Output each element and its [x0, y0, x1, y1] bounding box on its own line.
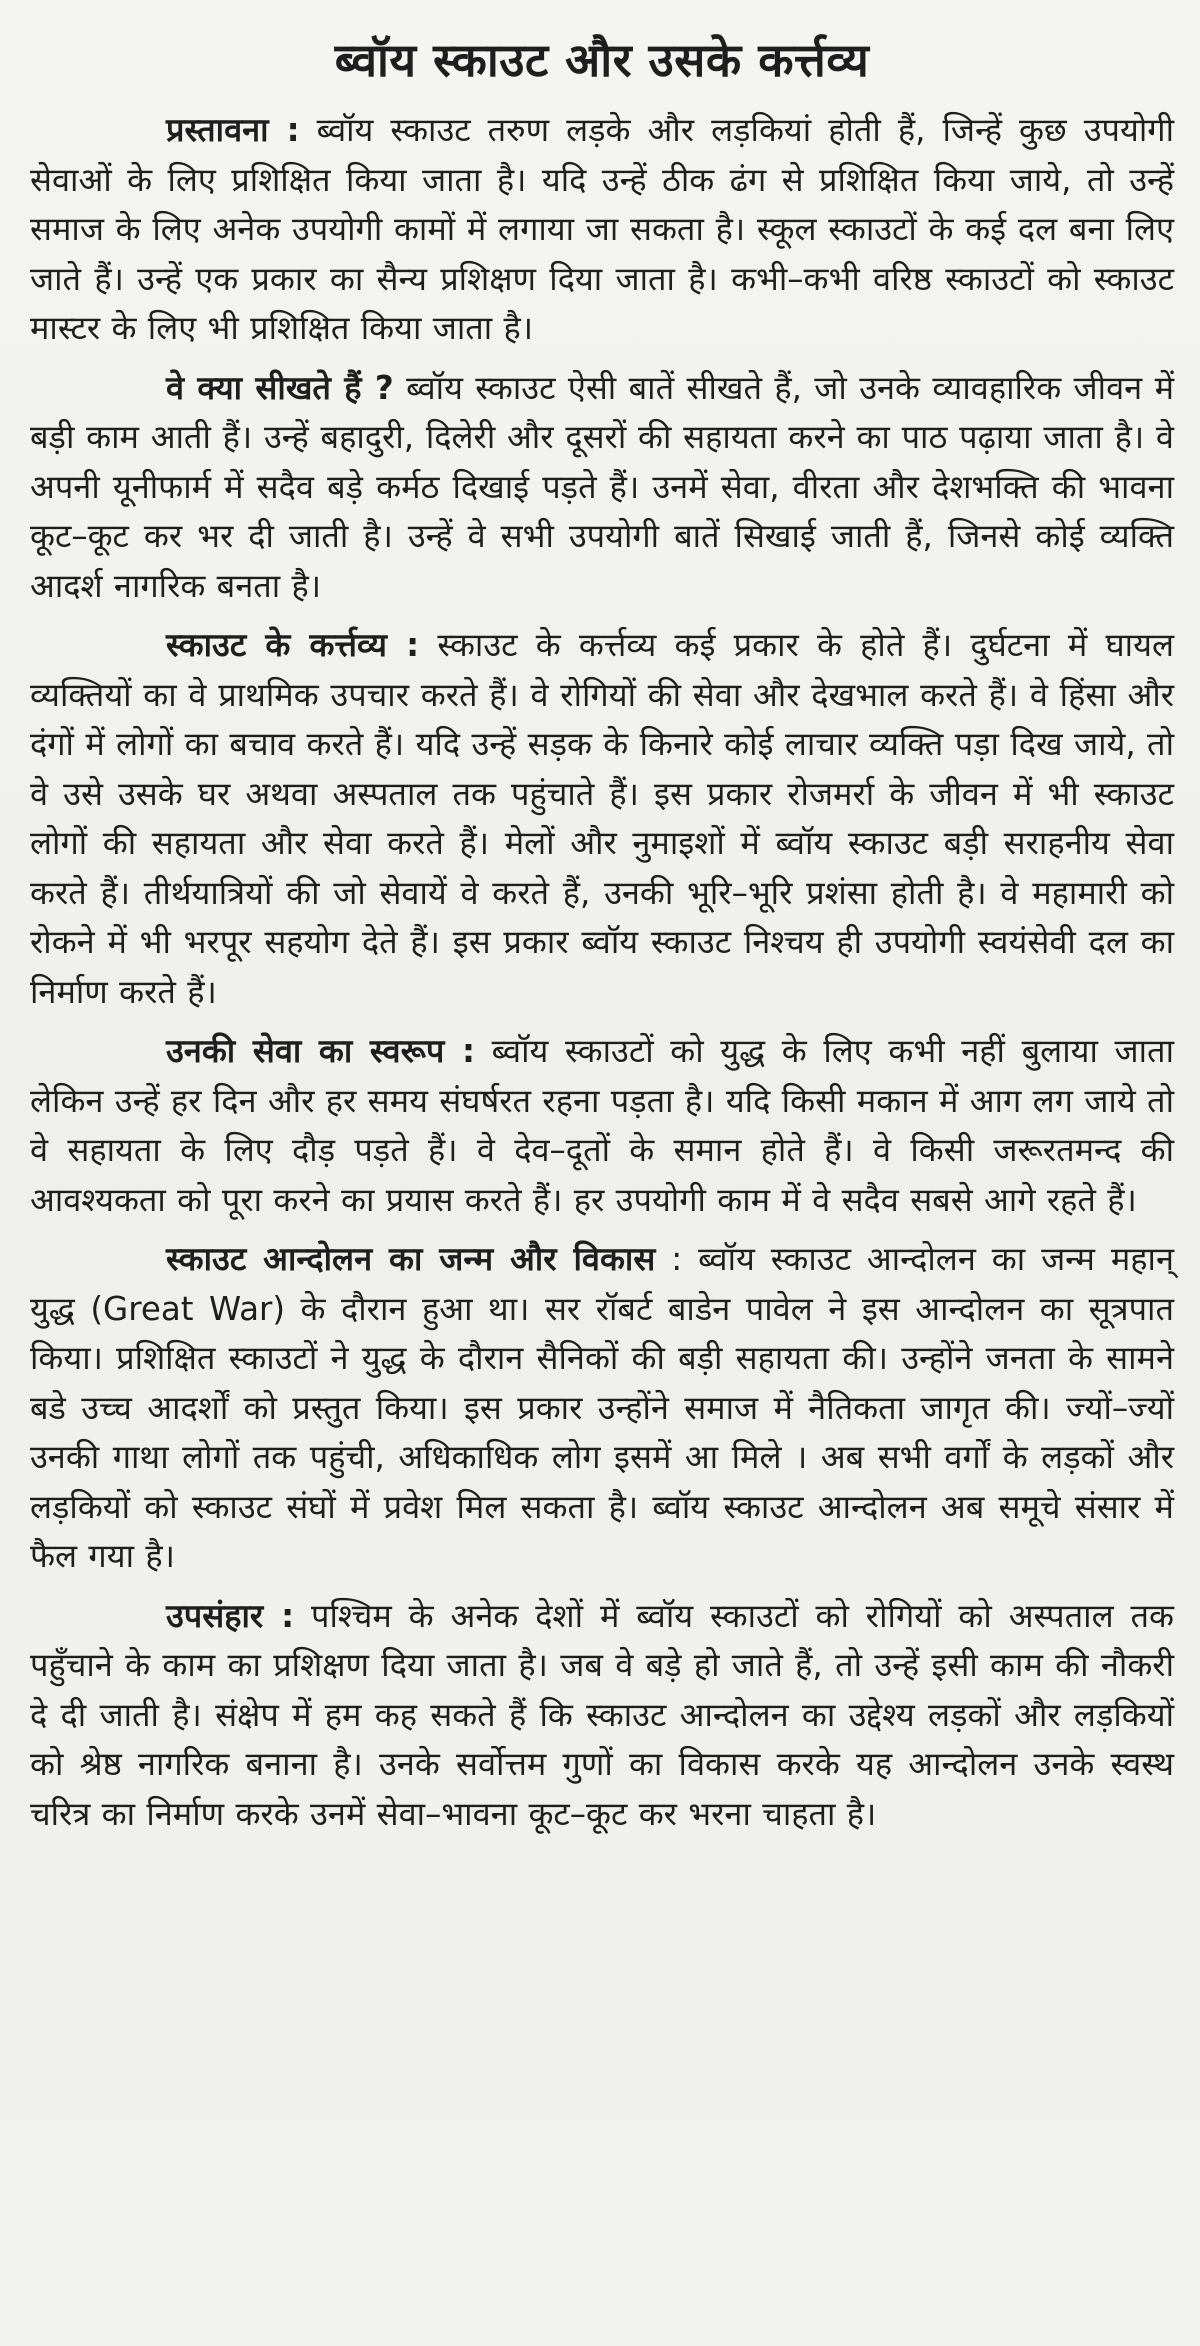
paragraph-what-they-learn	[30, 364, 1174, 612]
paragraph-nature-of-service	[30, 1027, 1174, 1225]
paragraph-heading: वे क्या सीखते हैं ?	[166, 368, 394, 407]
paragraph-movement-origin	[30, 1235, 1174, 1582]
paragraph-heading: उनकी सेवा का स्वरूप :	[166, 1032, 475, 1070]
paragraph-introduction	[30, 106, 1174, 354]
paragraph-conclusion	[30, 1592, 1174, 1840]
paragraph-text: स्काउट के कर्त्तव्य कई प्रकार के होते हैं। दुर्घटना में घायल व्यक्तियों का वे प्राथमिक उपचार करते हैं। वे रोगियों की सेवा और देखभाल करते हैं। वे हिंसा और दंगों में लोगों का बचाव करते हैं। यदि उन्हें सड़क के किनारे कोई लाचार व्यक्ति पड़ा दिख जाये, तो वे उसे उसके घर अथवा अस्पताल तक पहुंचाते हैं। इस प्रकार रोजमर्रा के जीवन में भी स्काउट लोगों की सहायता और सेवा करते हैं। मेलों और नुमाइशों में ब्वॉय स्काउट बड़ी सराहनीय सेवा करते हैं। तीर्थयात्रियों की जो सेवायें वे करते हैं, उनकी भूरि–भूरि प्रशंसा होती है। वे महामारी को रोकने में भी भरपूर सहयोग देते हैं। इस प्रकार ब्वॉय स्काउट निश्चय ही उपयोगी स्वयंसेवी दल का निर्माण करते हैं।	[30, 626, 1174, 1011]
paragraph-text: ब्वॉय स्काउट तरुण लड़के और लड़कियां होती हैं, जिन्हें कुछ उपयोगी सेवाओं के लिए प्रशिक्षित किया जाता है। यदि उन्हें ठीक ढंग से प्रशिक्षित किया जाये, तो उन्हें समाज के लिए अनेक उपयोगी कामों में लगाया जा सकता है। स्कूल स्काउटों के कई दल बना लिए जाते हैं। उन्हें एक प्रकार का सैन्य प्रशिक्षण दिया जाता है। कभी–कभी वरिष्ठ स्काउटों को स्काउट मास्टर के लिए भी प्रशिक्षित किया जाता है।	[30, 111, 1174, 347]
paragraph-text: पश्चिम के अनेक देशों में ब्वॉय स्काउटों को रोगियों को अस्पताल तक पहुँचाने के काम का प्रशिक्षण दिया जाता है। जब वे बड़े हो जाते हैं, तो उन्हें इसी काम की नौकरी दे दी जाती है। संक्षेप में हम कह सकते हैं कि स्काउट आन्दोलन का उद्देश्य लड़कों और लड़कियों को श्रेष्ठ नागरिक बनाना है। उनके सर्वोत्तम गुणों का विकास करके यह आन्दोलन उनके स्वस्थ चरित्र का निर्माण करके उनमें सेवा–भावना कूट–कूट कर भरना चाहता है।	[30, 1596, 1174, 1833]
paragraph-text: : ब्वॉय स्काउट आन्दोलन का जन्म महान् युद्ध (Great War) के दौरान हुआ था। सर रॉबर्ट बाडेन पावेल ने इस आन्दोलन का सूत्रपात किया। प्रशिक्षित स्काउटों ने युद्ध के दौरान सैनिकों की बड़ी सहायता की। उन्होंने जनता के सामने बडे उच्च आदर्शों को प्रस्तुत किया। इस प्रकार उन्होंने समाज में नैतिकता जागृत की। ज्यों–ज्यों उनकी गाथा लोगों तक पहुंची, अधिकाधिक लोग इसमें आ मिले । अब सभी वर्गों के लड़कों और लड़कियों को स्काउट संघों में प्रवेश मिल सकता है। ब्वॉय स्काउट आन्दोलन अब समूचे संसार में फैल गया है।	[30, 1240, 1175, 1575]
paragraph-heading: उपसंहार :	[166, 1596, 295, 1635]
essay-title: ब्वॉय स्काउट और उसके कर्त्तव्य	[334, 33, 870, 87]
paragraph-heading: स्काउट के कर्त्तव्य :	[166, 626, 420, 664]
paragraph-heading: स्काउट आन्दोलन का जन्म और विकास	[166, 1240, 656, 1278]
paragraph-text: ब्वॉय स्काउटों को युद्ध के लिए कभी नहीं बुलाया जाता लेकिन उन्हें हर दिन और हर समय संघर्षरत रहना पड़ता है। यदि किसी मकान में आग लग जाये तो वे सहायता के लिए दौड़ पड़ते हैं। वे देव–दूतों के समान होते हैं। वे किसी जरूरतमन्द की आवश्यकता को पूरा करने का प्रयास करते हैं। हर उपयोगी काम में वे सदैव सबसे आगे रहते हैं।	[30, 1032, 1174, 1219]
paragraph-text: ब्वॉय स्काउट ऐसी बातें सीखते हैं, जो उनके व्यावहारिक जीवन में बड़ी काम आती हैं। उन्हें बहादुरी, दिलेरी और दूसरों की सहायता करने का पाठ पढ़ाया जाता है। वे अपनी यूनीफार्म में सदैव बड़े कर्मठ दिखाई पड़ते हैं। उनमें सेवा, वीरता और देशभक्ति की भावना कूट–कूट कर भर दी जाती है। उन्हें वे सभी उपयोगी बातें सिखाई जाती हैं, जिनसे कोई व्यक्ति आदर्श नागरिक बनता है।	[30, 368, 1174, 605]
paragraph-heading: प्रस्तावना :	[166, 111, 300, 149]
paragraph-scout-duties	[30, 621, 1174, 1017]
